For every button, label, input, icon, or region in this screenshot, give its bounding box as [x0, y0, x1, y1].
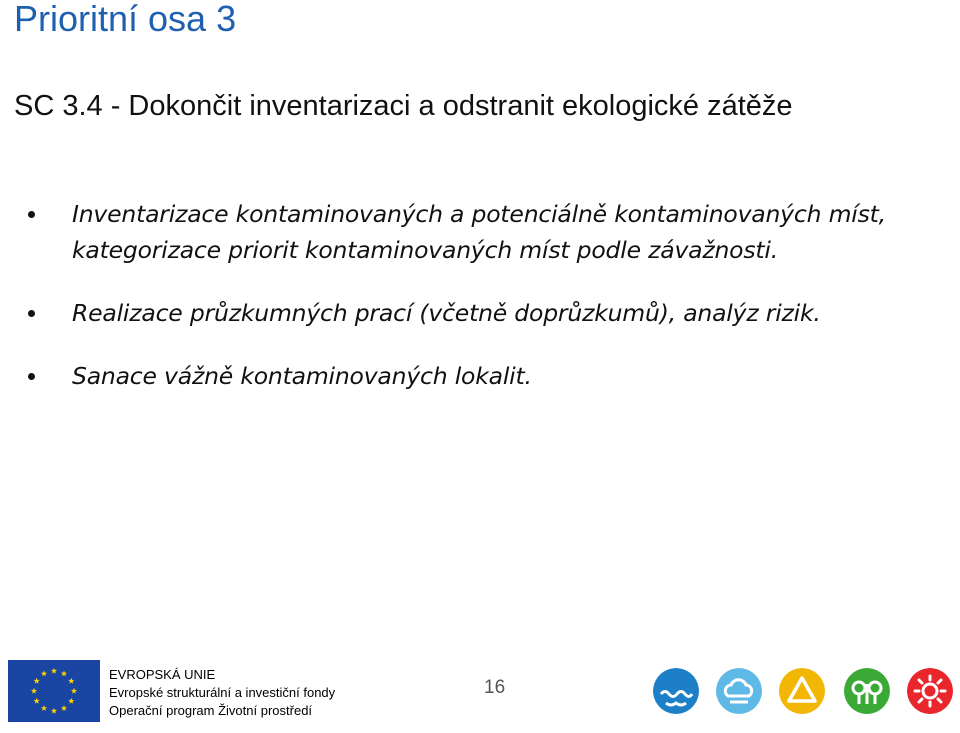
eu-flag-icon	[8, 660, 100, 722]
slide-subtitle: SC 3.4 - Dokončit inventarizaci a odstranit ekologické zátěže	[14, 90, 793, 122]
bullet-dot-icon	[28, 373, 35, 380]
eu-star-icon	[51, 668, 57, 674]
eu-star-icon	[34, 698, 40, 704]
air-logo-icon	[716, 668, 762, 714]
eu-line-2: Evropské strukturální a investiční fondy	[109, 685, 336, 700]
bullet-text: Realizace průzkumných prací (včetně doprůzkumů), analýz rizik.	[72, 299, 821, 327]
page-number: 16	[484, 677, 506, 698]
eu-star-icon	[41, 705, 47, 711]
nature-logo-icon	[844, 668, 890, 714]
eu-line-3: Operační program Životní prostředí	[109, 703, 313, 718]
eu-star-icon	[34, 678, 40, 684]
eu-star-icon	[51, 708, 57, 714]
bullet-item	[28, 196, 928, 268]
bullet-text: Inventarizace kontaminovaných a potenciálně kontaminovaných míst, kategorizace priorit kontaminovaných míst podle závažnosti.	[72, 200, 886, 264]
bullet-dot-icon	[28, 310, 35, 317]
eu-footer-text	[109, 666, 335, 720]
eu-stars	[8, 660, 100, 722]
bullet-text: Sanace vážně kontaminovaných lokalit.	[72, 362, 532, 390]
bullet-list	[28, 196, 928, 421]
slide-title: Prioritní osa 3	[14, 0, 237, 39]
eu-star-icon	[61, 670, 67, 676]
eu-star-icon	[31, 688, 37, 694]
eu-star-icon	[41, 670, 47, 676]
eu-star-icon	[68, 678, 74, 684]
bullet-item	[28, 358, 928, 394]
waste-logo-icon	[779, 668, 825, 714]
eu-star-icon	[61, 705, 67, 711]
eu-line-1: EVROPSKÁ UNIE	[109, 667, 216, 682]
water-logo-icon	[653, 668, 699, 714]
eu-star-icon	[71, 688, 77, 694]
energy-logo-icon	[907, 668, 953, 714]
eu-star-icon	[68, 698, 74, 704]
bullet-item	[28, 295, 928, 331]
bullet-dot-icon	[28, 211, 35, 218]
